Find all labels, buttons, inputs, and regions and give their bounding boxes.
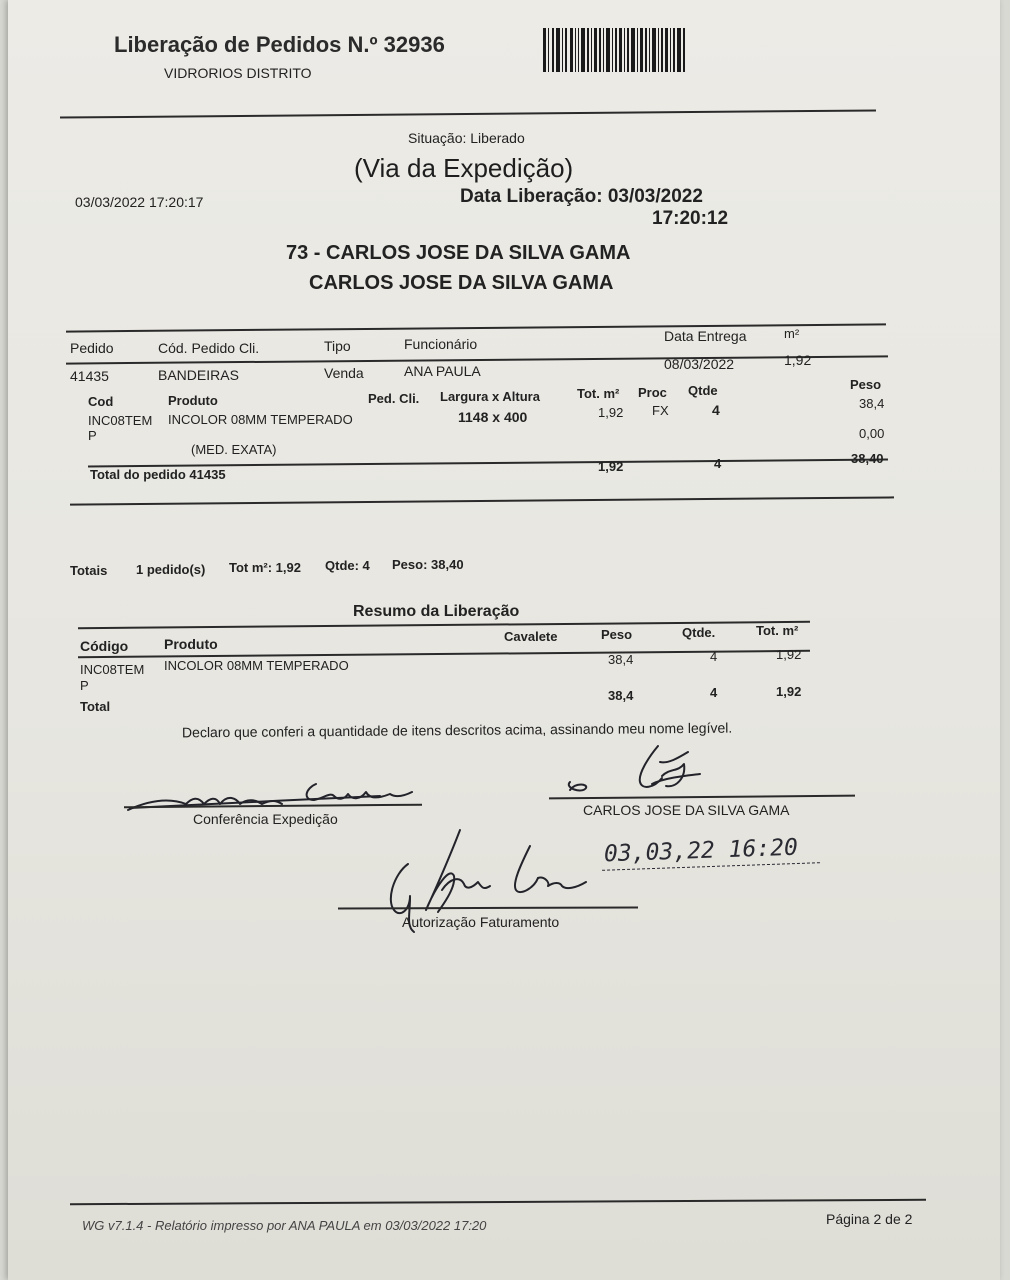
col-pedido: Pedido [70,340,114,356]
col-cod-pedido-cli: Cód. Pedido Cli. [158,340,260,356]
client-name: CARLOS JOSE DA SILVA GAMA [309,272,614,294]
cliente-label: CARLOS JOSE DA SILVA GAMA [583,802,790,818]
col-data-entrega: Data Entrega [664,328,747,344]
item-peso: 38,4 [859,396,885,411]
totals-m2: Tot m²: 1,92 [229,560,301,575]
order-top-line [66,323,886,332]
resumo-col-peso: Peso [601,627,633,642]
item-col-peso: Peso [850,377,882,392]
footer-printed-by: WG v7.1.4 - Relatório impresso por ANA PAULA em 03/03/2022 17:20 [82,1218,487,1233]
resumo-total-tot-m2: 1,92 [776,684,802,699]
print-datetime: 03/03/2022 17:20:17 [75,194,204,210]
data-liberacao: Data Liberação: 03/03/2022 [460,186,703,207]
item-obs: (MED. EXATA) [191,442,277,457]
col-funcionario: Funcionário [404,336,478,352]
totals-label: Totais [70,563,108,578]
declaration-text: Declaro que conferi a quantidade de itens descritos acima, assinando meu nome legível. [181,719,733,741]
resumo-col-tot-m2: Tot. m² [756,623,799,638]
order-total-label: Total do pedido 41435 [90,467,226,482]
situacao-label: Situação: Liberado [408,130,525,146]
item-col-largura-altura: Largura x Altura [440,389,540,404]
resumo-title: Resumo da Liberação [353,603,520,620]
cliente-signature [558,738,708,798]
totals-peso: Peso: 38,40 [392,557,464,572]
resumo-qtde: 4 [710,649,718,664]
item-col-tot-m2: Tot. m² [577,386,620,401]
resumo-col-produto: Produto [164,636,218,652]
funcionario-value: ANA PAULA [404,363,481,379]
col-m2: m² [784,326,800,341]
item-peso-extra: 0,00 [859,426,885,441]
resumo-tot-m2: 1,92 [776,647,802,662]
item-proc: FX [652,403,669,418]
pedido-value: 41435 [70,368,109,384]
resumo-col-cavalete: Cavalete [504,629,558,644]
footer-page: Página 2 de 2 [826,1211,913,1227]
resumo-produto: INCOLOR 08MM TEMPERADO [164,658,349,673]
item-col-proc: Proc [638,385,667,400]
item-tot-m2: 1,92 [598,405,624,420]
tipo-value: Venda [324,365,364,381]
order-total-qtde: 4 [714,456,722,471]
data-entrega-value: 08/03/2022 [664,356,735,372]
resumo-total-peso: 38,4 [608,688,634,703]
order-total-peso: 38,40 [851,451,884,466]
autorizacao-label: Autorização Faturamento [402,914,560,930]
via-label: (Via da Expedição) [354,153,574,183]
resumo-peso: 38,4 [608,652,634,667]
item-col-produto: Produto [168,393,218,408]
resumo-col-qtde: Qtde. [682,625,716,640]
resumo-total-label: Total [80,699,111,714]
resumo-codigo-line2: P [80,678,89,693]
resumo-codigo-line1: INC08TEM [80,662,145,677]
header-divider [60,109,876,118]
resumo-col-codigo: Código [80,638,129,654]
document-title: Liberação de Pedidos N.º 32936 [114,32,445,57]
cod-pedido-cli-value: BANDEIRAS [158,367,239,383]
item-qtde: 4 [712,402,720,418]
footer-line [70,1199,926,1205]
document-page [8,0,1000,1280]
handwritten-datetime: 03,03,22 16:20 [603,834,799,868]
company-name: VIDRORIOS DISTRITO [164,65,312,81]
m2-value: 1,92 [784,352,812,368]
data-liberacao-time: 17:20:12 [652,208,729,229]
item-produto: INCOLOR 08MM TEMPERADO [168,412,353,427]
item-col-cod: Cod [88,394,114,409]
totals-pedidos: 1 pedido(s) [136,562,206,577]
item-col-qtde: Qtde [688,383,718,398]
item-dimensions: 1148 x 400 [458,409,528,425]
totals-qtde: Qtde: 4 [325,558,370,573]
item-col-ped-cli: Ped. Cli. [368,391,420,406]
client-code-name: 73 - CARLOS JOSE DA SILVA GAMA [286,242,631,264]
order-total-m2: 1,92 [598,459,624,474]
order-bottom-line [70,496,894,505]
col-tipo: Tipo [324,338,351,354]
barcode-icon [543,28,688,72]
resumo-total-qtde: 4 [710,685,718,700]
conferencia-label: Conferência Expedição [193,811,338,827]
item-cod-line1: INC08TEM [88,413,153,428]
item-cod-line2: P [88,428,97,443]
